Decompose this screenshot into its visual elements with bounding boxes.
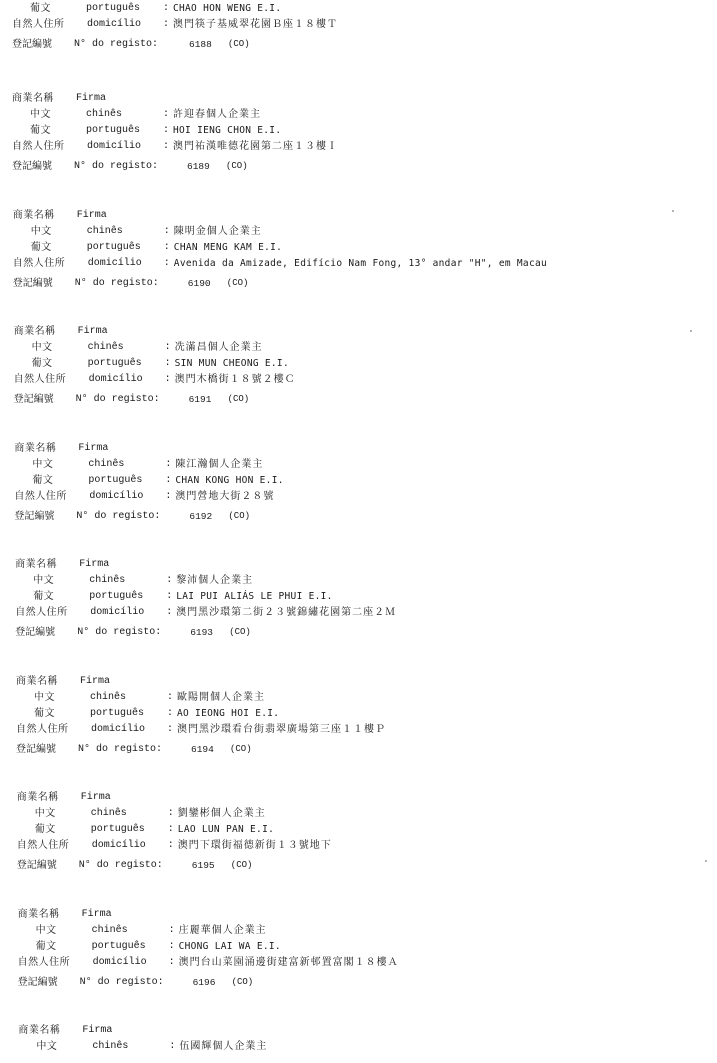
colon: : — [163, 141, 170, 152]
chinese-name-value: 劉鑾彬個人企業主 — [177, 808, 266, 819]
colon: : — [168, 957, 175, 968]
domicile-row — [0, 605, 717, 620]
portuguese-label-cn: 葡文 — [34, 708, 55, 719]
domicile-label-pt: domicílio — [89, 491, 144, 502]
chinese-label-pt: chinês — [91, 925, 128, 936]
portuguese-name-value: CHAO HON WENG E.I. — [173, 3, 282, 14]
firm-label-pt: Firma — [80, 676, 111, 687]
registry-code: (CO) — [226, 161, 248, 171]
registry-label-pt: N° do registo: — [78, 860, 163, 871]
chinese-name-value: 伍國輝個人企業主 — [179, 1041, 268, 1052]
domicile-row — [0, 838, 717, 853]
firm-label-row — [0, 1023, 717, 1038]
domicile-value: 澳門黑沙環第二街２３號錦繡花園第二座２Ｍ — [176, 607, 397, 618]
registry-number-row — [0, 276, 717, 291]
chinese-label-cn: 中文 — [31, 342, 53, 353]
registry-number-row — [0, 975, 717, 990]
registry-label-cn: 登記編號 — [16, 744, 56, 755]
registry-number: 6189 — [187, 161, 210, 172]
scan-speck — [672, 210, 674, 212]
domicile-row — [0, 489, 717, 504]
registry-number: 6191 — [188, 394, 212, 405]
portuguese-name-value: CHAN KONG HON E.I. — [175, 475, 284, 486]
portuguese-label-pt: português — [88, 475, 143, 486]
chinese-name-row — [0, 806, 717, 821]
chinese-label-pt: chinês — [87, 342, 124, 353]
domicile-value: 澳門台山菜園涌邊街建富新邨置富閣１８樓Ａ — [178, 957, 399, 968]
portuguese-name-row — [0, 123, 717, 138]
firm-label-cn: 商業名稱 — [12, 210, 55, 221]
portuguese-name-row — [0, 822, 717, 837]
registry-label-pt: N° do registo: — [79, 977, 164, 988]
firm-label-row — [0, 907, 717, 922]
firm-label-pt: Firma — [76, 210, 107, 221]
domicile-value: 澳門祐漢唯德花園第二座１３樓Ｉ — [173, 141, 338, 152]
domicile-label-cn: 自然人住所 — [12, 258, 66, 269]
chinese-label-cn: 中文 — [34, 692, 55, 703]
domicile-value: 澳門筷子基威翠花園Ｂ座１８樓Ｔ — [173, 19, 338, 30]
portuguese-name-row — [0, 706, 717, 721]
domicile-row — [0, 722, 717, 737]
firm-label-pt: Firma — [79, 559, 110, 570]
registry-label-pt: N° do registo: — [76, 511, 161, 522]
colon: : — [167, 708, 174, 719]
chinese-name-row — [0, 923, 717, 938]
registry-number: 6195 — [191, 860, 215, 871]
chinese-label-cn: 中文 — [30, 226, 52, 237]
registry-code: (CO) — [231, 977, 254, 987]
colon: : — [164, 374, 171, 385]
colon: : — [168, 925, 175, 936]
firm-label-cn: 商業名稱 — [16, 676, 58, 687]
portuguese-label-pt: português — [89, 591, 144, 602]
chinese-name-row — [0, 1039, 717, 1054]
registry-label-cn: 登記編號 — [16, 860, 57, 871]
chinese-name-value: 歐陽開個人企業主 — [177, 692, 265, 703]
colon: : — [167, 824, 174, 835]
domicile-label-cn: 自然人住所 — [14, 491, 67, 502]
colon: : — [166, 575, 173, 586]
domicile-label-cn: 自然人住所 — [13, 374, 67, 385]
registry-number: 6193 — [190, 627, 213, 638]
colon: : — [165, 475, 172, 486]
colon: : — [163, 242, 170, 253]
firm-label-pt: Firma — [78, 443, 109, 454]
registry-label-pt: N° do registo: — [74, 278, 159, 289]
portuguese-label-pt: português — [87, 358, 142, 369]
colon: : — [166, 607, 173, 618]
colon: : — [163, 3, 170, 14]
registry-number: 6196 — [192, 977, 216, 988]
firm-label-row — [0, 790, 717, 805]
domicile-label-cn: 自然人住所 — [16, 724, 69, 735]
registry-code: (CO) — [228, 39, 250, 49]
chinese-name-value: 黎沛個人企業主 — [176, 575, 254, 586]
portuguese-name-value: CHAN MENG KAM E.I. — [173, 242, 283, 253]
chinese-name-row — [0, 107, 717, 122]
portuguese-label-pt: português — [91, 941, 146, 952]
colon: : — [164, 358, 171, 369]
registry-number-row — [0, 742, 717, 757]
portuguese-label-cn: 葡文 — [33, 591, 55, 602]
registry-label-cn: 登記編號 — [14, 511, 55, 522]
colon: : — [167, 724, 174, 735]
chinese-name-value: 許迎春個人企業主 — [173, 109, 261, 120]
chinese-label-pt: chinês — [90, 808, 127, 819]
portuguese-label-cn: 葡文 — [34, 824, 56, 835]
registry-label-pt: N° do registo: — [74, 161, 159, 172]
portuguese-name-row — [0, 939, 717, 954]
colon: : — [163, 109, 170, 120]
registry-number-row — [0, 509, 717, 524]
firm-label-cn: 商業名稱 — [18, 1025, 61, 1036]
portuguese-name-value: CHONG LAI WA E.I. — [178, 941, 281, 952]
colon: : — [165, 459, 172, 470]
chinese-name-value: 冼滿昌個人企業主 — [174, 342, 263, 353]
registry-code: (CO) — [229, 627, 251, 637]
firm-label-pt: Firma — [80, 792, 111, 803]
chinese-name-value: 陳江瀚個人企業主 — [175, 459, 264, 470]
firm-label-cn: 商業名稱 — [12, 93, 54, 104]
registry-label-pt: N° do registo: — [74, 39, 159, 50]
domicile-value: 澳門黑沙環看台街翡翠廣場第三座１１樓Ｐ — [177, 724, 386, 735]
domicile-label-pt: domicílio — [90, 607, 145, 618]
firm-label-row — [0, 208, 717, 223]
chinese-label-pt: chinês — [89, 575, 126, 586]
registry-number: 6192 — [189, 511, 213, 522]
colon: : — [167, 840, 174, 851]
firm-label-row — [0, 324, 717, 339]
portuguese-label-pt: português — [90, 708, 145, 719]
registry-label-cn: 登記編號 — [15, 627, 56, 638]
portuguese-name-value: AO IEONG HOI E.I. — [177, 708, 280, 719]
colon: : — [163, 125, 170, 136]
portuguese-name-value: SIN MUN CHEONG E.I. — [174, 358, 289, 369]
registry-label-cn: 登記編號 — [13, 394, 54, 405]
chinese-label-cn: 中文 — [33, 575, 55, 586]
colon: : — [164, 342, 171, 353]
domicile-row — [0, 256, 717, 271]
portuguese-label-pt: português — [86, 125, 141, 136]
portuguese-label-cn: 葡文 — [30, 3, 51, 14]
firm-label-cn: 商業名稱 — [14, 443, 57, 454]
colon: : — [168, 941, 175, 952]
firm-label-row — [0, 557, 717, 572]
colon: : — [163, 226, 170, 237]
firm-label-cn: 商業名稱 — [17, 909, 60, 920]
portuguese-name-row — [0, 356, 717, 371]
registry-number-row — [0, 37, 717, 52]
firm-label-pt: Firma — [81, 909, 112, 920]
portuguese-name-row — [0, 1, 717, 16]
portuguese-label-pt: português — [86, 3, 141, 14]
domicile-value: 澳門下環街福德新街１３號地下 — [177, 840, 332, 851]
registry-code: (CO) — [227, 394, 250, 404]
chinese-label-pt: chinês — [92, 1041, 129, 1052]
registry-number: 6190 — [187, 278, 211, 289]
colon: : — [163, 19, 170, 30]
colon: : — [166, 591, 173, 602]
portuguese-name-row — [0, 589, 717, 604]
registry-number-row — [0, 159, 717, 174]
portuguese-label-cn: 葡文 — [31, 358, 53, 369]
colon: : — [163, 258, 170, 269]
registry-label-pt: N° do registo: — [77, 627, 162, 638]
chinese-name-row — [0, 224, 717, 239]
portuguese-label-cn: 葡文 — [30, 242, 52, 253]
registry-code: (CO) — [230, 744, 252, 754]
domicile-label-pt: domicílio — [92, 957, 147, 968]
domicile-value: 澳門營地大街２８號 — [175, 491, 275, 502]
firm-label-pt: Firma — [82, 1025, 113, 1036]
domicile-label-cn: 自然人住所 — [15, 607, 68, 618]
registry-label-cn: 登記編號 — [12, 278, 53, 289]
chinese-label-pt: chinês — [90, 692, 127, 703]
chinese-label-cn: 中文 — [34, 808, 56, 819]
firm-label-row — [0, 441, 717, 456]
chinese-name-row — [0, 690, 717, 705]
portuguese-label-cn: 葡文 — [35, 941, 57, 952]
portuguese-label-cn: 葡文 — [32, 475, 54, 486]
registry-number-row — [0, 625, 717, 640]
registry-code: (CO) — [226, 278, 249, 288]
chinese-name-row — [0, 340, 717, 355]
registry-code: (CO) — [230, 860, 253, 870]
domicile-label-pt: domicílio — [87, 141, 142, 152]
firm-label-pt: Firma — [77, 326, 108, 337]
portuguese-label-pt: português — [90, 824, 145, 835]
portuguese-label-pt: português — [86, 242, 141, 253]
chinese-label-cn: 中文 — [36, 1041, 58, 1052]
registry-number-row — [0, 392, 717, 407]
colon: : — [167, 692, 174, 703]
registry-label-cn: 登記編號 — [12, 161, 52, 172]
chinese-label-cn: 中文 — [32, 459, 54, 470]
domicile-label-cn: 自然人住所 — [17, 957, 71, 968]
registry-label-cn: 登記編號 — [12, 39, 52, 50]
firm-label-cn: 商業名稱 — [15, 559, 58, 570]
chinese-label-pt: chinês — [88, 459, 125, 470]
portuguese-name-value: LAO LUN PAN E.I. — [177, 824, 275, 835]
portuguese-name-row — [0, 240, 717, 255]
domicile-label-pt: domicílio — [87, 19, 142, 30]
registry-label-cn: 登記編號 — [17, 977, 58, 988]
colon: : — [165, 491, 172, 502]
scan-speck — [705, 860, 707, 862]
portuguese-label-cn: 葡文 — [30, 125, 51, 136]
registry-label-pt: N° do registo: — [78, 744, 163, 755]
colon: : — [169, 1041, 176, 1052]
scan-speck — [690, 330, 692, 332]
chinese-name-value: 陳明金個人企業主 — [173, 226, 262, 237]
domicile-label-pt: domicílio — [91, 840, 146, 851]
domicile-label-pt: domicílio — [91, 724, 146, 735]
firm-label-row — [0, 91, 717, 106]
firm-label-cn: 商業名稱 — [13, 326, 56, 337]
domicile-row — [0, 17, 717, 32]
portuguese-name-value: LAI PUI ALIÁS LE PHUI E.I. — [176, 591, 333, 602]
colon: : — [167, 808, 174, 819]
registry-label-pt: N° do registo: — [75, 394, 160, 405]
domicile-value: 澳門木橋街１８號２樓Ｃ — [174, 374, 296, 385]
chinese-name-row — [0, 457, 717, 472]
domicile-row — [0, 372, 717, 387]
domicile-label-pt: domicílio — [87, 258, 142, 269]
chinese-name-value: 庄麗華個人企業主 — [178, 925, 267, 936]
registry-number-row — [0, 858, 717, 873]
chinese-label-cn: 中文 — [30, 109, 51, 120]
domicile-label-pt: domicílio — [88, 374, 143, 385]
firm-label-pt: Firma — [76, 93, 107, 104]
domicile-label-cn: 自然人住所 — [12, 141, 65, 152]
registry-code: (CO) — [228, 511, 250, 521]
chinese-name-row — [0, 573, 717, 588]
domicile-value: Avenida da Amizade, Edifício Nam Fong, 13° andar "H", em Macau — [173, 258, 548, 269]
firm-label-row — [0, 674, 717, 689]
chinese-label-pt: chinês — [86, 109, 123, 120]
domicile-row — [0, 139, 717, 154]
domicile-label-cn: 自然人住所 — [12, 19, 65, 30]
portuguese-name-row — [0, 473, 717, 488]
firm-label-cn: 商業名稱 — [16, 792, 59, 803]
registry-number: 6188 — [189, 39, 212, 50]
registry-number: 6194 — [191, 744, 214, 755]
domicile-label-cn: 自然人住所 — [16, 840, 70, 851]
portuguese-name-value: HOI IENG CHON E.I. — [173, 125, 282, 136]
chinese-label-cn: 中文 — [35, 925, 57, 936]
domicile-row — [0, 955, 717, 970]
chinese-label-pt: chinês — [86, 226, 123, 237]
